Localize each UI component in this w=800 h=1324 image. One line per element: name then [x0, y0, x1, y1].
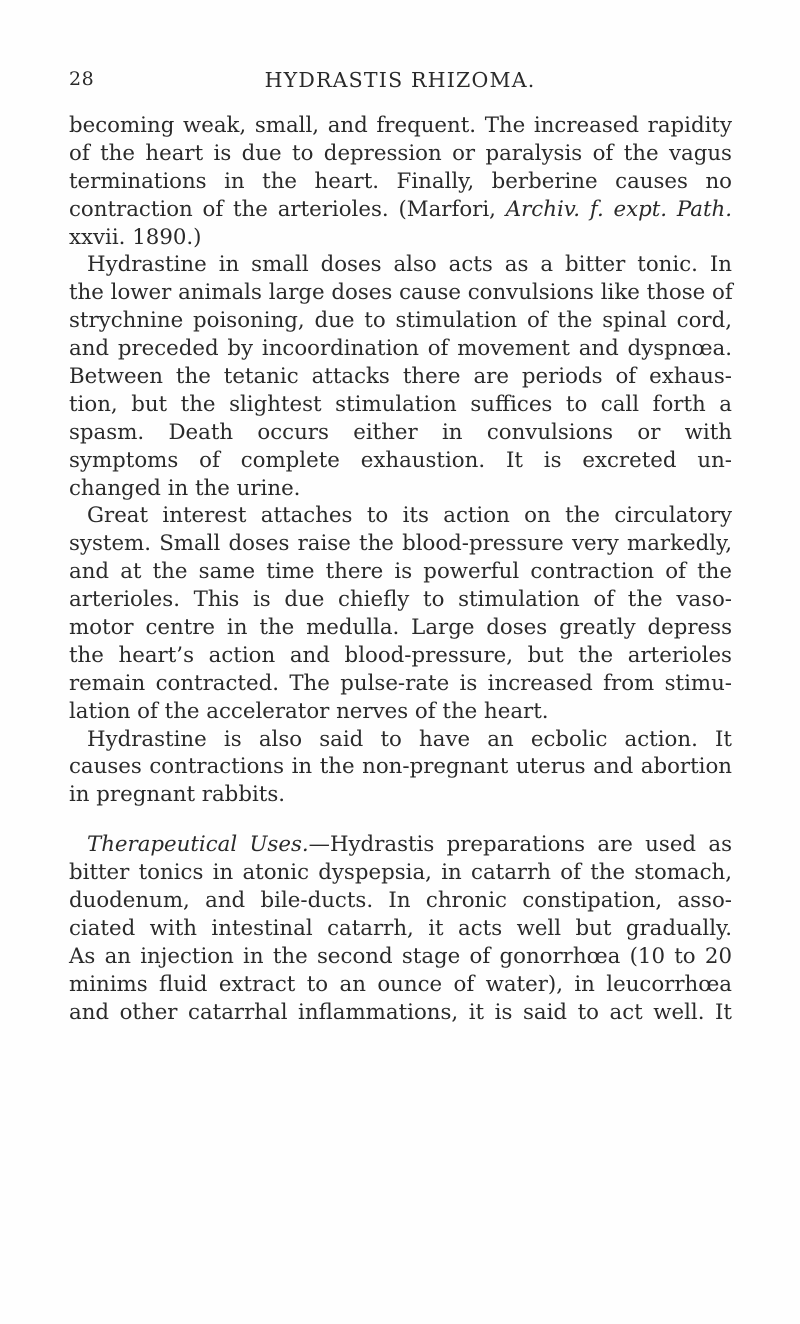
text-line: duodenum, and bile-ducts. In chronic constipation, asso-: [69, 888, 732, 914]
journal-citation: Archiv. f. expt. Path.: [505, 196, 732, 222]
paragraph-4: [69, 726, 732, 810]
text-line: the heart’s action and blood-pressure, but the arterioles: [69, 642, 732, 668]
text-line: Hydrastine in small doses also acts as a bitter tonic. In: [87, 252, 732, 278]
text-line: arterioles. This is due chiefly to stimulation of the vaso-: [69, 587, 732, 613]
text-line: and preceded by incoordination of movement and dyspnœa.: [69, 336, 732, 362]
text-line: lation of the accelerator nerves of the heart.: [69, 698, 549, 724]
text-line: spasm. Death occurs either in convulsions or with: [69, 419, 732, 445]
text-line: of the heart is due to depression or paralysis of the vagus: [69, 140, 732, 166]
page-number: 28: [69, 68, 95, 90]
text-line-with-citation: [69, 196, 732, 224]
text-line: changed in the urine.: [69, 475, 301, 501]
paragraph-2: [69, 251, 732, 502]
section-gap: [69, 809, 732, 831]
body-text: [69, 112, 732, 1027]
text-line: Hydrastine is also said to have an ecbolic action. It: [87, 726, 732, 752]
text-line: in pregnant rabbits.: [69, 782, 286, 808]
paragraph-1: [69, 112, 732, 251]
paragraph-therapeutical-uses: [69, 831, 732, 1026]
text-line: becoming weak, small, and frequent. The increased rapidity: [69, 113, 732, 138]
text-line: terminations in the heart. Finally, berberine causes no: [69, 168, 732, 194]
text-line: and at the same time there is powerful contraction of the: [69, 559, 732, 585]
text-segment: contraction of the arterioles. (Marfori,: [69, 196, 496, 222]
text-line-with-heading: [69, 831, 732, 859]
text-line: ciated with intestinal catarrh, it acts well but gradually.: [69, 915, 732, 941]
text-line: strychnine poisoning, due to stimulation of the spinal cord,: [69, 308, 732, 334]
running-title: HYDRASTIS RHIZOMA.: [264, 68, 536, 92]
text-line: bitter tonics in atonic dyspepsia, in catarrh of the stomach,: [69, 860, 732, 886]
text-line: the lower animals large doses cause convulsions like those of: [69, 280, 733, 306]
text-line: remain contracted. The pulse-rate is increased from stimu-: [69, 670, 732, 696]
text-line: symptoms of complete exhaustion. It is excreted un-: [69, 447, 732, 473]
text-line: Great interest attaches to its action on the circulatory: [87, 503, 732, 529]
section-heading: Therapeutical Uses.: [87, 832, 309, 858]
text-line: tion, but the slightest stimulation suffices to call forth a: [69, 391, 732, 417]
text-line: system. Small doses raise the blood-pressure very markedly,: [69, 531, 732, 557]
text-line: Between the tetanic attacks there are periods of exhaus-: [69, 364, 732, 390]
text-line: causes contractions in the non-pregnant uterus and abortion: [69, 754, 732, 780]
paragraph-3: [69, 502, 732, 725]
text-line: xxvii. 1890.): [69, 224, 202, 250]
text-line: motor centre in the medulla. Large doses greatly depress: [69, 615, 732, 641]
text-line: minims fluid extract to an ounce of water), in leucorrhœa: [69, 971, 732, 997]
text-segment: —Hydrastis preparations are used as: [308, 832, 732, 858]
page-header: [69, 68, 731, 98]
text-line: and other catarrhal inflammations, it is said to act well. It: [69, 999, 732, 1025]
text-line: As an injection in the second stage of gonorrhœa (10 to 20: [69, 943, 732, 969]
